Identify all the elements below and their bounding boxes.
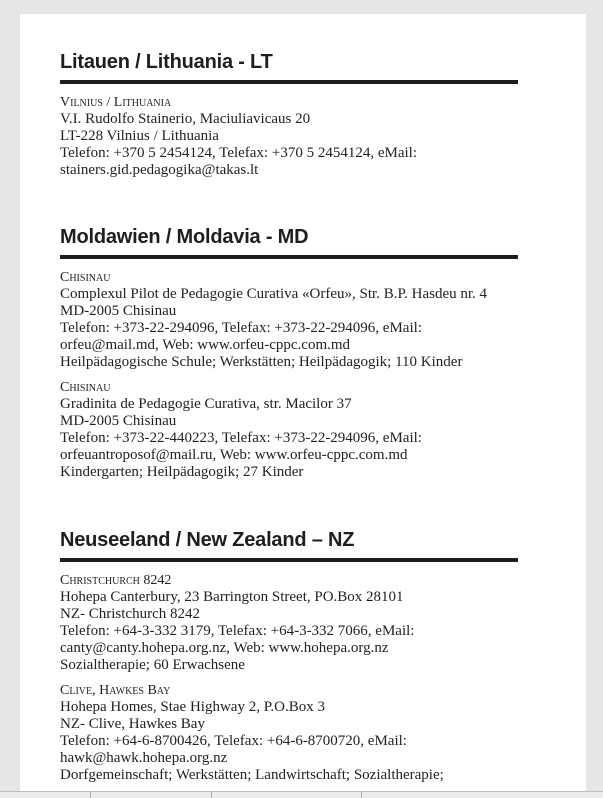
- entry-line: LT-228 Vilnius / Lithuania: [60, 128, 219, 144]
- entry-line: Telefon: +373-22-294096, Telefax: +373-22-294096, eMail:: [60, 320, 422, 336]
- entry-line: Complexul Pilot de Pedagogie Curativa «Orfeu», Str. B.P. Hasdeu nr. 4: [60, 286, 488, 302]
- section-moldavia: [60, 225, 518, 481]
- section-heading: Moldawien / Moldavia - MD: [60, 226, 309, 248]
- entry-city: Chisinau: [60, 270, 111, 285]
- section-heading: Neuseeland / New Zealand – NZ: [60, 529, 355, 551]
- entry-line: Telefon: +373-22-440223, Telefax: +373-22-294096, eMail:: [60, 430, 422, 446]
- entry-line: orfeu@mail.md, Web: www.orfeu-cppc.com.md: [60, 337, 351, 353]
- status-divider: [361, 792, 362, 798]
- section-heading: Litauen / Lithuania - LT: [60, 51, 273, 73]
- address-entry: [60, 94, 518, 179]
- entry-line: Sozialtherapie; 60 Erwachsene: [60, 657, 245, 673]
- entry-line: MD-2005 Chisinau: [60, 413, 177, 429]
- entry-line: stainers.gid.pedagogika@takas.lt: [60, 162, 259, 178]
- entry-city: Chisinau: [60, 380, 111, 395]
- entry-line: Gradinita de Pedagogie Curativa, str. Macilor 37: [60, 396, 352, 412]
- entry-line: canty@canty.hohepa.org.nz, Web: www.hohepa.org.nz: [60, 640, 389, 656]
- section-new-zealand: [60, 528, 518, 784]
- entry-line: NZ- Clive, Hawkes Bay: [60, 716, 205, 732]
- address-entry: [60, 682, 518, 784]
- entry-line: MD-2005 Chisinau: [60, 303, 177, 319]
- heading-rule: [60, 80, 518, 84]
- document-page: [20, 14, 586, 791]
- entry-line: Heilpädagogische Schule; Werkstätten; Heilpädagogik; 110 Kinder: [60, 354, 463, 370]
- entry-city: Christchurch 8242: [60, 573, 172, 588]
- entry-line: orfeuantroposof@mail.ru, Web: www.orfeu-cppc.com.md: [60, 447, 408, 463]
- heading-rule: [60, 255, 518, 259]
- address-entry: [60, 269, 518, 371]
- entry-line: V.I. Rudolfo Stainerio, Maciuliavicaus 20: [60, 111, 311, 127]
- entry-line: hawk@hawk.hohepa.org.nz: [60, 750, 228, 766]
- entry-line: Hohepa Canterbury, 23 Barrington Street, PO.Box 28101: [60, 589, 404, 605]
- status-divider: [211, 792, 212, 798]
- entry-city: Vilnius / Lithuania: [60, 95, 172, 110]
- entry-line: Telefon: +64-3-332 3179, Telefax: +64-3-332 7066, eMail:: [60, 623, 415, 639]
- entry-line: NZ- Christchurch 8242: [60, 606, 200, 622]
- address-entry: [60, 379, 518, 481]
- section-lithuania: [60, 50, 518, 179]
- entry-line: Kindergarten; Heilpädagogik; 27 Kinder: [60, 464, 304, 480]
- status-divider: [90, 792, 91, 798]
- entry-city: Clive, Hawkes Bay: [60, 683, 171, 698]
- heading-rule: [60, 558, 518, 562]
- entry-line: Telefon: +370 5 2454124, Telefax: +370 5 2454124, eMail:: [60, 145, 417, 161]
- entry-line: Dorfgemeinschaft; Werkstätten; Landwirtschaft; Sozialtherapie;: [60, 767, 444, 783]
- address-entry: [60, 572, 518, 674]
- entry-line: Hohepa Homes, Stae Highway 2, P.O.Box 3: [60, 699, 325, 715]
- entry-line: Telefon: +64-6-8700426, Telefax: +64-6-8700720, eMail:: [60, 733, 407, 749]
